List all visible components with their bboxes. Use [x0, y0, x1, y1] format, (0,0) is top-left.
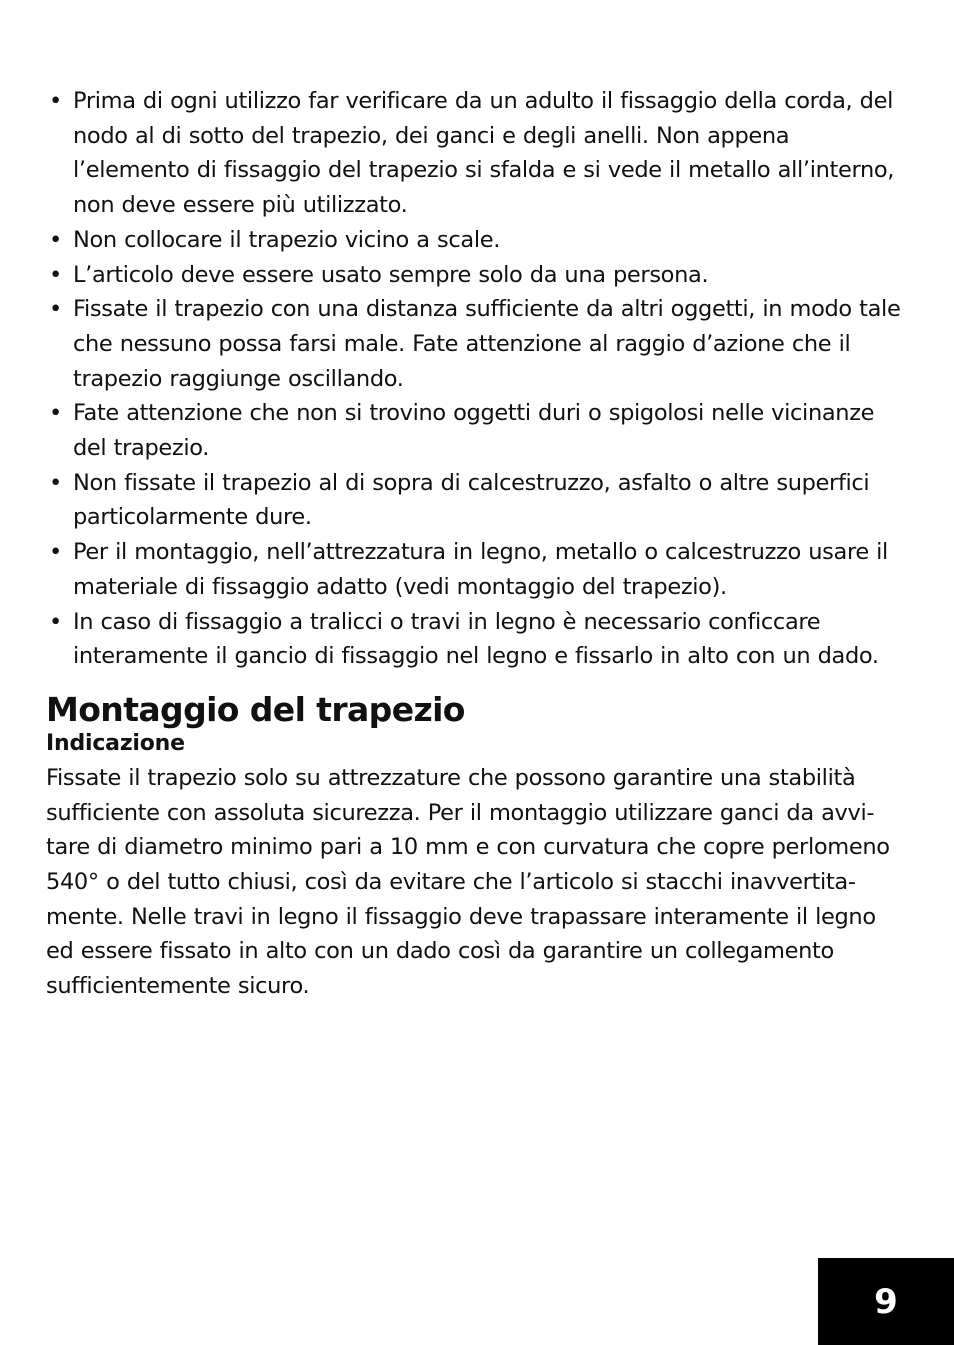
page-number: 9: [874, 1281, 898, 1322]
bullet-dot: •: [49, 400, 62, 427]
bullet-item: [46, 292, 908, 396]
page-number-box: [818, 1258, 954, 1345]
bullet-text: In caso di fissaggio a tralicci o travi in legno è necessario conficcare interamente il gancio di fissaggio nel legno e fissarlo in alto con un dado.: [73, 608, 879, 670]
bullet-item: [46, 84, 908, 223]
bullet-item: [46, 605, 908, 674]
bullet-dot: •: [49, 539, 62, 566]
bullet-item: [46, 258, 908, 293]
bullet-dot: •: [49, 88, 62, 114]
page-content: [46, 84, 908, 1004]
bullet-text: Non fissate il trapezio al di sopra di calcestruzzo, asfalto o altre superfici particolarmente dure.: [73, 469, 870, 531]
bullet-item: [46, 223, 908, 258]
bullet-text: Per il montaggio, nell’attrezzatura in legno, metallo o calcestruzzo usare il materiale di fissaggio adatto (vedi montaggio del trapezio).: [73, 539, 888, 600]
bullet-item: [46, 396, 908, 465]
bullet-text: Fissate il trapezio con una distanza sufficiente da altri oggetti, in modo tale che nessuno possa farsi male. Fate attenzione al raggio d’azione che il trapezio raggiunge oscillando.: [73, 296, 901, 392]
bullet-text: L’articolo deve essere usato sempre solo da una persona.: [73, 261, 709, 288]
safety-bullet-list: [46, 84, 908, 674]
bullet-item: [46, 466, 908, 535]
bullet-dot: •: [49, 226, 62, 253]
section-title: Montaggio del trapezio: [46, 689, 465, 729]
bullet-dot: •: [49, 296, 62, 323]
bullet-item: [46, 535, 908, 604]
body-paragraph: Fissate il trapezio solo su attrezzature che possono garantire una stabilità sufficiente con assoluta sicurezza. Per il montaggio utilizzare ganci da avvitare di diametro minimo pari a 10 mm e con curvatura che copre perlomeno 540° o del tutto chiusi, così da evitare che l’articolo si stacchi inavvertitamente. Nelle travi in legno il fissaggio deve trapassare interamente il legno ed essere fissato in alto con un dado così da garantire un collegamento sufficientemente sicuro.: [46, 764, 890, 1000]
bullet-text: Fate attenzione che non si trovino oggetti duri o spigolosi nelle vicinanze del trapezio.: [73, 400, 875, 462]
bullet-text: Prima di ogni utilizzo far verificare da un adulto il fissaggio della corda, del nodo al di sotto del trapezio, dei ganci e degli anelli. Non appena l’elemento di fissaggio del trapezio si sfalda e si vede il metallo all’interno, non deve essere più utilizzato.: [73, 88, 895, 219]
bullet-dot: •: [49, 469, 62, 496]
bullet-dot: •: [49, 261, 62, 288]
bullet-dot: •: [49, 608, 62, 635]
bullet-text: Non collocare il trapezio vicino a scale.: [73, 226, 501, 253]
note-subtitle: Indicazione: [46, 730, 185, 756]
